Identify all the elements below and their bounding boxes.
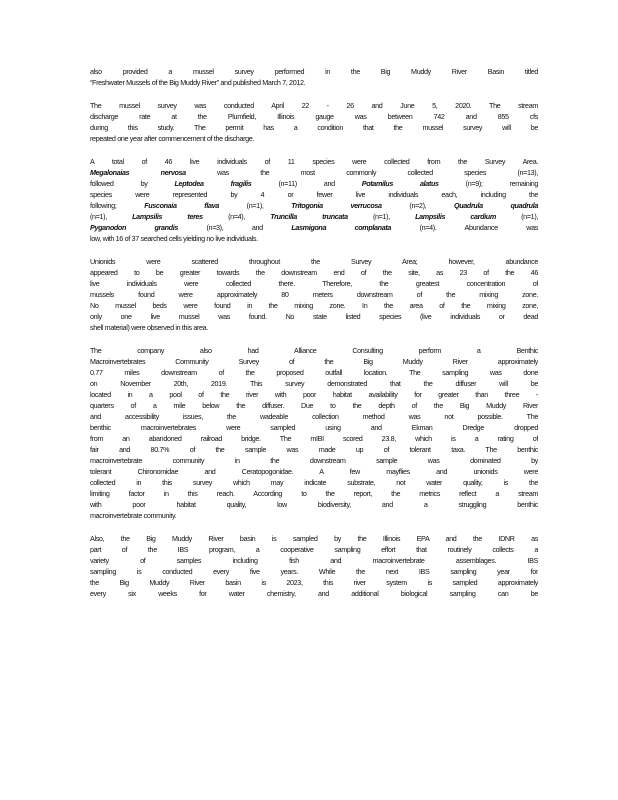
text-line: on November 20th, 2019. This survey demonstrated that the diffuser will be — [90, 379, 538, 388]
paragraph-2 — [90, 100, 538, 144]
paragraph-6 — [90, 533, 538, 599]
text-line: mussels found were approximately 80 meters downstream of the mixing zone. — [90, 290, 538, 299]
text-line: only one live mussel was found. No state listed species (live individuals or dead — [90, 312, 538, 321]
text-line: macroinvertebrate community. — [90, 511, 177, 520]
text-line: Macroinvertebrates Community Survey of the Big Muddy River approximately — [90, 357, 538, 366]
text-line: collected in this survey which may indicate substrate, not water quality, is the — [90, 478, 538, 487]
text-line: following; Fusconaia flava (n=1), Tritogonia verrucosa (n=2), Quadrula quadrula — [90, 201, 538, 210]
text-line: followed by Leptodea fragilis (n=11) and Potamilus alatus (n=9); remaining — [90, 179, 538, 188]
paragraph-5 — [90, 345, 538, 521]
text-line: variety of samples including fish and macroinvertebrate assemblages. IBS — [90, 556, 538, 565]
paragraph-4 — [90, 256, 538, 333]
text-line: 0.77 miles downstream of the proposed outfall location. The sampling was done — [90, 368, 538, 377]
text-line: Pyganodon grandis (n=3), and Lasmigona complanata (n=4). Abundance was — [90, 223, 538, 232]
text-line: also provided a mussel survey performed in the Big Muddy River Basin titled — [90, 67, 538, 76]
text-line: No mussel beds were found in the mixing zone. In the area of the mixing zone, — [90, 301, 538, 310]
text-line: fair and 80.7% of the sample was made up of tolerant taxa. The benthic — [90, 445, 538, 454]
text-line: species were represented by 4 or fewer live individuals each, including the — [90, 190, 538, 199]
text-line: with poor habitat quality, low biodiversity, and a struggling benthic — [90, 500, 538, 509]
text-line: low, with 16 of 37 searched cells yielding no live individuals. — [90, 234, 258, 243]
text-line: Megalonaias nervosa was the most commonly collected species (n=13), — [90, 168, 538, 177]
paragraph-3 — [90, 156, 538, 244]
text-line: quarters of a mile below the diffuser. Due to the depth of the Big Muddy River — [90, 401, 538, 410]
text-line: part of the IBS program, a cooperative sampling effort that routinely collects a — [90, 545, 538, 554]
text-line: A total of 46 live individuals of 11 species were collected from the Survey Area. — [90, 157, 538, 166]
text-line: Unionids were scattered throughout the Survey Area; however, abundance — [90, 257, 538, 266]
text-line: benthic macroinvertebrates were sampled using and Ekman Dredge dropped — [90, 423, 538, 432]
text-line: discharge rate at the Plumfield, Illinois gauge was between 742 and 855 cfs — [90, 112, 538, 121]
text-line: during this study. The permit has a condition that the mussel survey will be — [90, 123, 538, 132]
text-line: “Freshwater Mussels of the Big Muddy River” and published March 7, 2012. — [90, 78, 306, 87]
text-line: limiting factor in this reach. According to the report, the metrics reflect a stream — [90, 489, 538, 498]
text-line: every six weeks for water chemistry, and additional biological sampling can be — [90, 589, 538, 598]
document-page — [90, 66, 538, 611]
text-line: tolerant Chironomidae and Ceratopogonidae. A few mayflies and unionids were — [90, 467, 538, 476]
text-line: The mussel survey was conducted April 22 - 26 and June 5, 2020. The stream — [90, 101, 538, 110]
text-line: sampling is conducted every five years. While the next IBS sampling year for — [90, 567, 538, 576]
text-line: shell material) were observed in this area. — [90, 323, 208, 332]
text-line: and accessibility issues, the wadeable collection method was not possible. The — [90, 412, 538, 421]
text-line: from an abandoned railroad bridge. The mIBI scored 23.8, which is a rating of — [90, 434, 538, 443]
text-line: The company also had Alliance Consulting perform a Benthic — [90, 346, 538, 355]
text-line: located in a pool of the river with poor habitat availability for greater than three - — [90, 390, 538, 399]
text-line: (n=1), Lampsilis teres (n=4), Truncilla truncata (n=1), Lampsilis cardium (n=1), — [90, 212, 538, 221]
text-line: Also, the Big Muddy River basin is sampled by the Illinois EPA and the IDNR as — [90, 534, 538, 543]
text-line: repeated one year after commencement of the discharge. — [90, 134, 255, 143]
text-line: live individuals were collected there. Therefore, the greatest concentration of — [90, 279, 538, 288]
paragraph-1 — [90, 66, 538, 88]
text-line: macroinvertebrate community in the downstream sample was dominated by — [90, 456, 538, 465]
text-line: the Big Muddy River basin is 2023, this river system is sampled approximately — [90, 578, 538, 587]
text-line: appeared to be greater towards the downstream end of the site, as 23 of the 46 — [90, 268, 538, 277]
